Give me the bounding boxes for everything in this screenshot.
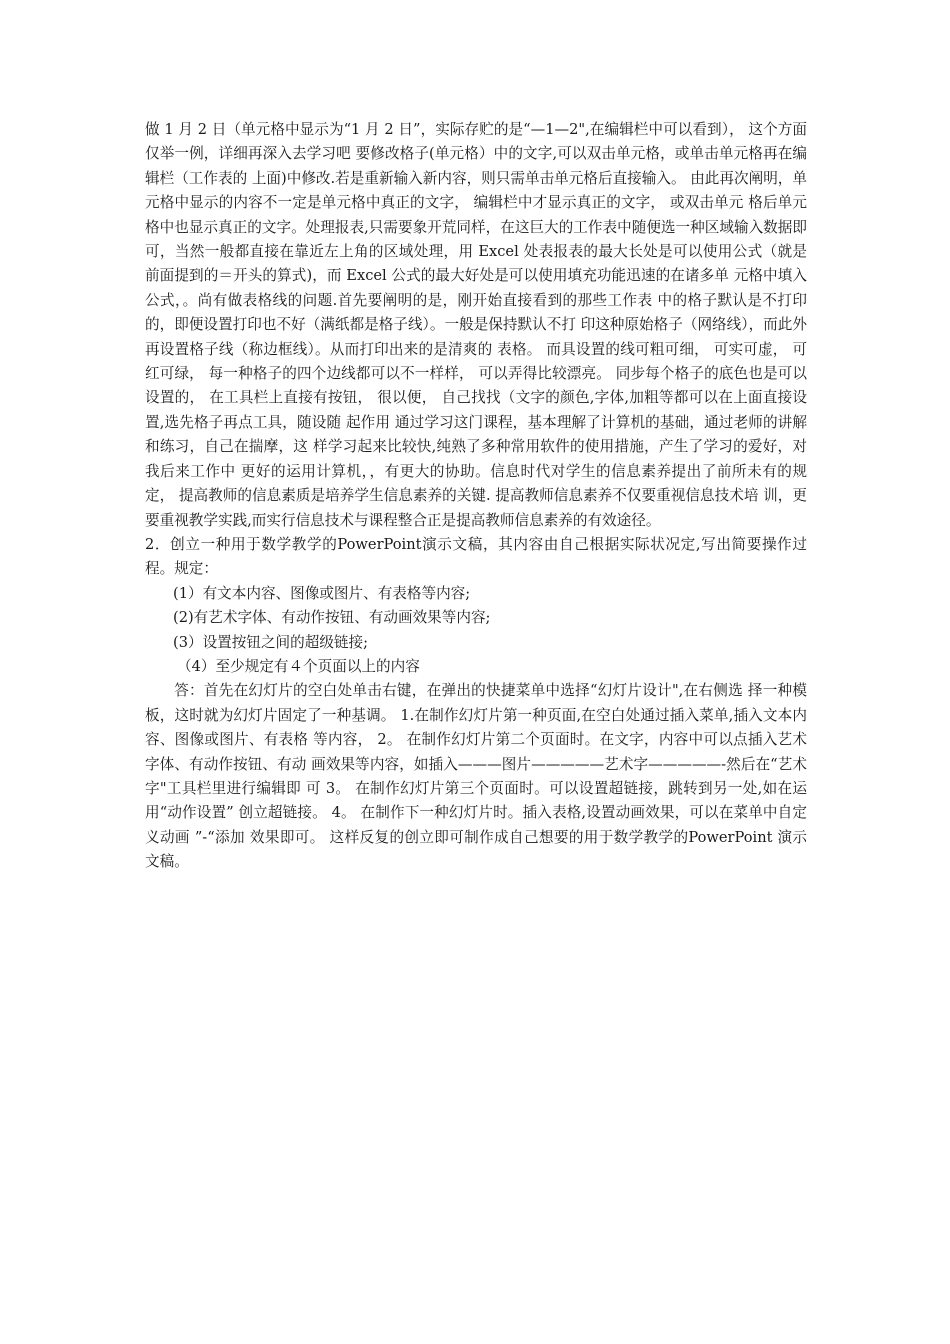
document-body bbox=[145, 118, 807, 875]
requirement-item-1: (1）有文本内容、图像或图片、有表格等内容; bbox=[173, 584, 471, 602]
requirement-item-2: (2)有艺术字体、有动作按钮、有动画效果等内容; bbox=[173, 609, 491, 627]
paragraph-excel-notes: 做 1 月 2 日（单元格中显示为“1 月 2 日”，实际存贮的是“—1—2",在编辑栏中可以看到）， 这个方面仅举一例，详细再深入去学习吧 要修改格子(单元格）中的文字,可以双击单元格，或单击单元格再在编辑栏（工作表的 上面)中修改.若是重新输入新内容，则只需单击单元格后直接输入。 由此再次阐明，单 元格中显示的内容不一定是单元格中真正的文字， 编辑栏中才显示真正的文字， 或双击单元 格后单元格中也显示真正的文字。处理报表,只需要象开荒同样，在这巨大的工作表中随便选一种区域输入数据即可，当然一般都直接在靠近左上角的区域处理，用 Excel 处表报表的最大长处是可以使用公式（就是 前面提到的＝开头的算式)，而 Excel 公式的最大好处是可以使用填充功能迅速的在诸多单 元格中填入公式，。尚有做表格线的问题.首先要阐明的是，刚开始直接看到的那些工作表 中的格子默认是不打印的，即便设置打印也不好（满纸都是格子线）。一般是保持默认不打 印这种原始格子（网络线），而此外再设置格子线（称边框线）。从而打印出来的是清爽的 表格。 而具设置的线可粗可细， 可实可虚， 可红可绿， 每一种格子的四个边线都可以不一样样， 可以弄得比较漂亮。 同步每个格子的底色也是可以设置的， 在工具栏上直接有按钮， 很以便， 自己找找（文字的颜色,字体,加粗等都可以在上面直接设置,选先格子再点工具，随设随 起作用 通过学习这门课程，基本理解了计算机的基础，通过老师的讲解和练习，自己在揣摩，这 样学习起来比较快,纯熟了多种常用软件的使用措施，产生了学习的爱好，对我后来工作中 更好的运用计算机，，有更大的协助。信息时代对学生的信息素养提出了前所未有的规定， 提高教师的信息素质是培养学生信息素养的关键. 提高教师信息素养不仅要重视信息技术培 训，更要重视教学实践,而实行信息技术与课程整合正是提高教师信息素养的有效途径。 bbox=[145, 121, 807, 529]
paragraph-question-2: 2．创立一种用于数学教学的PowerPoint演示文稿，其内容由自己根据实际状况定,写出简要操作过程。规定： bbox=[145, 535, 807, 578]
requirement-item-4: （4）至少规定有４个页面以上的内容 bbox=[177, 657, 420, 675]
requirement-item-3: (3）设置按钮之间的超级链接; bbox=[173, 633, 369, 651]
paragraph-answer: 答：首先在幻灯片的空白处单击右键，在弹出的快捷菜单中选择“幻灯片设计",在右侧选 择一种模板，这时就为幻灯片固定了一种基调。 1.在制作幻灯片第一种页面,在空白处通过插入菜单,插入文本内容、图像或图片、有表格 等内容， 2。 在制作幻灯片第二个页面时。在文字，内容中可以点插入艺术字体、有动作按钮、有动 画效果等内容，如插入———图片—————艺术字—————-然后在“艺术字"工具栏里进行编辑即 可 3。 在制作幻灯片第三个页面时。可以设置超链接，跳转到另一处,如在运用“动作设置” 创立超链接。 4。 在制作下一种幻灯片时。插入表格,设置动画效果，可以在菜单中自定义动画 ”-“添加 效果即可。 这样反复的创立即可制作成自己想要的用于数学教学的PowerPoint 演示文稿。 bbox=[145, 682, 807, 871]
